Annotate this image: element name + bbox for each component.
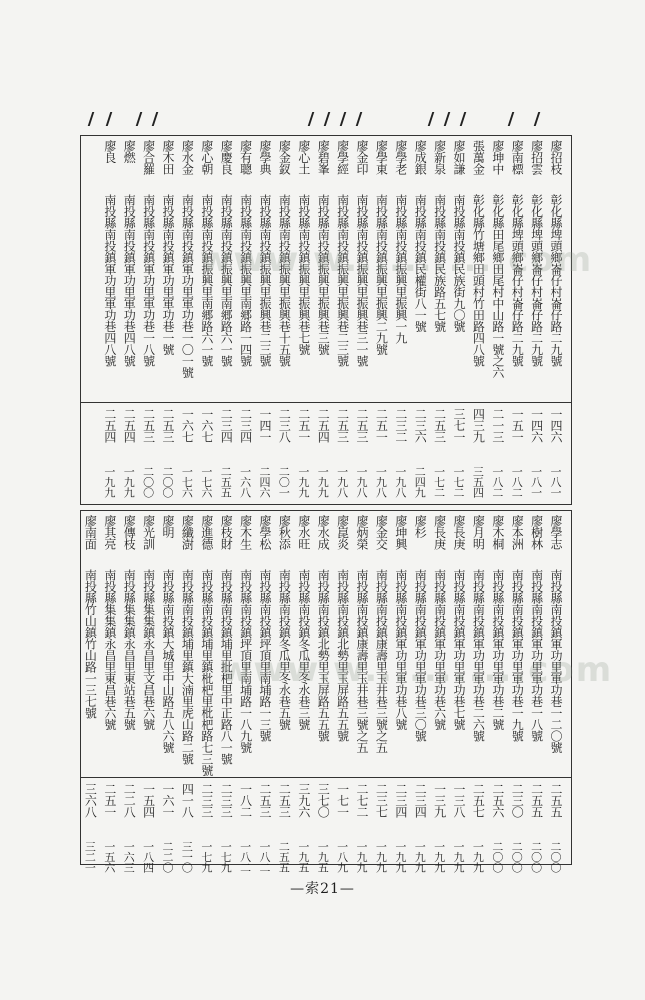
table-row [410, 511, 429, 873]
index-number: 二五三 [335, 408, 350, 443]
address: 彰化縣埤頭鄉崙仔村崙仔路二九號 [510, 194, 525, 367]
page-number-ref: 一七二 [432, 466, 446, 498]
index-number: 一五一 [510, 408, 525, 443]
person-name: 廖月明 [471, 515, 486, 550]
person-name: 廖心土 [296, 140, 311, 175]
person-name: 廖水成 [316, 515, 331, 550]
table-row [468, 136, 487, 504]
address: 南投縣南投鎮埔里批杷里中正路八一號 [219, 569, 234, 765]
table-row [410, 136, 429, 504]
table-row [119, 136, 138, 504]
table-row [197, 136, 216, 504]
person-name: 廖新泉 [432, 140, 447, 175]
address: 南投縣南投鎮冬瓜里冬水巷五號 [277, 569, 292, 730]
address: 南投縣南投鎮軍功里軍功巷八號 [393, 569, 408, 730]
person-name: 廖心朝 [199, 140, 214, 175]
page-number-ref: 一七九 [219, 841, 233, 873]
table-row [139, 511, 158, 873]
index-number: 一六七 [199, 408, 214, 443]
index-number: 一六七 [180, 408, 195, 443]
person-name: 廖金釵 [277, 140, 292, 175]
address: 南投縣南投鎮大城里中山路五八六號 [161, 569, 175, 753]
tick-mark [340, 112, 347, 126]
address: 南投縣南投鎮軍功里軍功巷七號 [452, 569, 466, 730]
index-number: 二五三 [277, 783, 292, 818]
person-name: 廖南標 [510, 140, 525, 175]
index-number: 二五三 [432, 408, 447, 443]
person-name: 廖金印 [355, 140, 369, 175]
page-number-ref: 二五五 [219, 466, 233, 498]
tick-mark [460, 112, 467, 126]
page-number-ref: 二〇〇 [510, 841, 524, 873]
tick-mark [534, 112, 541, 126]
page-number-ref: 一九八 [335, 466, 349, 498]
table-row [255, 136, 274, 504]
person-name: 廖招雲 [529, 140, 544, 175]
index-number: 三七一 [452, 408, 466, 443]
table-row [391, 511, 410, 873]
person-name: 廖招枝 [549, 140, 563, 175]
page-number-ref: 三五四 [471, 466, 485, 498]
page-number-ref: 一七二 [452, 466, 465, 498]
table-row [313, 136, 332, 504]
index-number: 一七一 [335, 783, 350, 818]
table-row [546, 136, 565, 504]
table-row [177, 136, 196, 504]
tick-marks [90, 112, 560, 132]
table-row [449, 136, 468, 504]
page-number-ref: 一八二 [258, 841, 271, 873]
page-number-ref: 一九九 [102, 466, 116, 498]
table-row [333, 511, 352, 873]
tick-mark [152, 112, 159, 126]
table-row [488, 511, 507, 873]
person-name: 廖有聰 [238, 140, 253, 175]
table-row [507, 136, 526, 504]
person-name: 廖南面 [83, 515, 98, 550]
table-row [197, 511, 216, 873]
page-number-ref: 一九九 [122, 466, 136, 498]
page-number-ref: 一九九 [413, 841, 427, 873]
person-name: 廖學老 [393, 140, 408, 175]
page-number-ref: 二五五 [277, 841, 291, 873]
table-row [216, 136, 235, 504]
address: 南投縣南投鎮振興里振興巷十五號 [277, 194, 292, 367]
watermark: www.w...........com [220, 650, 614, 690]
page-number-ref: 一九九 [471, 841, 485, 873]
address: 南投縣南投鎮振興里振興一九 [393, 194, 408, 344]
index-number: 二三四 [219, 408, 234, 443]
index-number: 四一八 [180, 783, 195, 818]
person-name: 張萬金 [471, 140, 486, 175]
address: 南投縣南投鎮民族街九〇號 [452, 194, 466, 332]
page-number-ref: 一九八 [355, 466, 368, 498]
index-number: 四三九 [471, 408, 486, 443]
person-name: 廖本洲 [510, 515, 525, 550]
address: 南投縣南投鎮軍功里軍功巷一九號 [510, 569, 525, 742]
page-number-ref: 一八一 [529, 466, 543, 498]
page-number-ref: 一九八 [374, 466, 388, 498]
table-row [119, 511, 138, 873]
tick-mark [88, 112, 95, 126]
index-number: 二五四 [122, 408, 137, 443]
index-number: 二三三 [219, 783, 234, 818]
person-name: 廖炳榮 [355, 515, 369, 550]
page-number-ref: 一九八 [393, 466, 407, 498]
address: 南投縣南投鎮振興里振興巷七號 [296, 194, 311, 355]
table-row [216, 511, 235, 873]
page-number-ref: 二〇〇 [529, 841, 543, 873]
page-number-ref: 二四六 [258, 466, 271, 498]
page-number-ref: 一九九 [393, 841, 407, 873]
index-number: 三七〇 [316, 783, 331, 818]
table-row [139, 136, 158, 504]
index-number: 二一三 [490, 408, 505, 443]
table-row [294, 511, 313, 873]
address: 南投縣南投鎮振興里南郷路六一號 [219, 194, 234, 367]
page-number-ref: 二〇〇 [141, 466, 155, 498]
index-number: 一四六 [549, 408, 563, 443]
index-number: 二三四 [393, 783, 408, 818]
index-number: 一三九 [432, 783, 447, 818]
address: 彰化縣竹塘鄉田頭村竹田路四八號 [471, 194, 486, 367]
index-number: 二五三 [258, 783, 272, 818]
index-number: 二五三 [355, 408, 369, 443]
person-name: 廖木桐 [490, 515, 505, 550]
table-row [274, 136, 293, 504]
person-name: 廖碧峯 [316, 140, 331, 175]
address: 南投縣南投鎮民族路五七號 [432, 194, 447, 332]
index-number: 二三〇 [510, 783, 525, 818]
address: 南投縣南投鎮民權街八一號 [413, 194, 428, 332]
index-number: 二七二 [355, 783, 369, 818]
page-number-ref: 一九九 [355, 841, 368, 873]
page-number-ref: 一八二 [510, 466, 524, 498]
index-number: 二五四 [102, 408, 117, 443]
person-name: 廖其亮 [102, 515, 117, 550]
address: 南投縣南投鎮冬瓜里冬水巷三號 [296, 569, 311, 730]
person-name: 廖傳枝 [122, 515, 137, 550]
person-name: 廖纖澍 [180, 515, 195, 550]
address: 南投縣竹山鎮竹山路一三七號 [83, 569, 98, 719]
table-row [391, 136, 410, 504]
table-row [352, 136, 371, 504]
person-name: 廖枝財 [219, 515, 234, 550]
page-number-ref: 二〇〇 [161, 466, 174, 498]
address: 南投縣南投鎮振興里振興巷三一號 [355, 194, 369, 367]
index-number: 一八二 [238, 783, 253, 818]
address: 南投縣南投鎮振興里南郷路一四號 [238, 194, 253, 367]
index-number: 二五五 [549, 783, 563, 818]
person-name: 廖如謙 [452, 140, 466, 175]
address: 南投縣南投鎮軍功里軍功巷二六號 [471, 569, 486, 742]
index-number: 二三六 [413, 408, 428, 443]
watermark: www.w...........com [200, 240, 594, 280]
address: 南投縣南投鎮軍功里軍功巷一八號 [529, 569, 544, 742]
person-name: 廖學志 [549, 515, 563, 550]
person-name: 廖金交 [374, 515, 389, 550]
person-name: 廖燃 [122, 140, 137, 163]
tick-mark [508, 112, 515, 126]
address: 南投縣南投鎮振興里振興二九號 [374, 194, 389, 355]
table-row [177, 511, 196, 873]
table-row [294, 136, 313, 504]
index-number: 二五一 [374, 408, 389, 443]
address: 南投縣南投鎮康壽里玉井巷三號之五 [355, 569, 369, 753]
address: 南投縣南投鎮康壽里玉井巷三號之五 [374, 569, 389, 753]
table-row [430, 136, 449, 504]
table-row [255, 511, 274, 873]
page-number-ref: 三二一 [83, 841, 97, 873]
table-row [100, 136, 119, 504]
address: 彰化縣田尾鄉田尾村中山路一號之六 [490, 194, 505, 378]
index-number: 二五七 [471, 783, 486, 818]
index-number: 一四一 [258, 408, 272, 443]
address: 南投縣南投鎮軍功里軍功巷四八號 [122, 194, 137, 367]
address: 南投縣集集鎮永昌里東站巷五號 [122, 569, 137, 730]
person-name: 廖學東 [374, 140, 389, 175]
table-row [158, 136, 177, 504]
tick-mark [324, 112, 331, 126]
registry-table-2 [80, 510, 572, 873]
table-row [527, 136, 546, 504]
index-number: 一三八 [452, 783, 466, 818]
address: 南投縣集集鎮永昌里文昌巷六號 [141, 569, 156, 730]
address: 南投縣南投鎮坪頂里南埔路一八九號 [238, 569, 253, 753]
table-row [449, 511, 468, 873]
person-name: 廖秋添 [277, 515, 292, 550]
table-row [236, 136, 255, 504]
tick-mark [356, 112, 363, 126]
person-name: 廖良 [102, 140, 117, 163]
index-number: 二三三 [199, 783, 214, 818]
table-row [333, 136, 352, 504]
page-number-ref: 二二〇 [161, 841, 174, 873]
page-number-ref: 一九五 [316, 841, 330, 873]
page-number-ref: 一七九 [199, 841, 213, 873]
table-row [546, 511, 565, 873]
tick-mark [308, 112, 315, 126]
person-name: 廖進德 [199, 515, 214, 550]
page-number-ref: 一七六 [199, 466, 213, 498]
page-number-ref: 一八二 [490, 466, 504, 498]
index-number: 一五四 [141, 783, 156, 818]
person-name: 廖明 [161, 515, 175, 538]
index-number: 二五四 [316, 408, 331, 443]
index-number: 二五三 [141, 408, 156, 443]
address: 彰化縣埤頭鄉崙仔村崙仔路二九號 [529, 194, 544, 367]
table-row [158, 511, 177, 873]
address: 南投縣南投鎮振興里振興巷二三號 [258, 194, 272, 367]
address: 彰化縣埤頭鄉崙仔村崙仔路二九號 [549, 194, 563, 367]
index-number: 一四六 [529, 408, 544, 443]
registry-table-1 [80, 135, 572, 505]
person-name: 廖崑炎 [335, 515, 350, 550]
page-number-ref: 二〇〇 [490, 841, 504, 873]
index-number: 二三八 [277, 408, 292, 443]
page-number-ref: 一六八 [238, 466, 252, 498]
person-name: 廖木田 [161, 140, 175, 175]
tick-mark [428, 112, 435, 126]
person-name: 廖學典 [258, 140, 272, 175]
table-row [313, 511, 332, 873]
table-row [371, 136, 390, 504]
index-number: 三六八 [83, 783, 98, 818]
address: 南投縣南投鎮軍功里軍功巷一號 [161, 194, 175, 355]
index-number: 二三七 [374, 783, 389, 818]
page-number-ref: 二四九 [413, 466, 427, 498]
page-number-ref: 一八九 [335, 841, 349, 873]
page-number-ref: 一九九 [432, 841, 446, 873]
page-number-ref: 一八四 [141, 841, 155, 873]
person-name: 廖慶良 [219, 140, 234, 175]
table-row [80, 511, 99, 873]
page-number-ref: 一九九 [374, 841, 388, 873]
address: 南投縣南投鎮振興里南郷路六一號 [199, 194, 214, 367]
index-number: 二三四 [413, 783, 428, 818]
table-row [488, 136, 507, 504]
person-name: 廖合羅 [141, 140, 156, 175]
index-number: 三九六 [296, 783, 311, 818]
page-number-ref: 一八二 [238, 841, 252, 873]
index-number: 二五一 [102, 783, 117, 818]
table-row [100, 511, 119, 873]
table-row [371, 511, 390, 873]
address: 南投縣南投鎮埔里鎮枇杷里枇杷路七三號 [199, 569, 214, 776]
address: 南投縣南投鎮振興里振興巷三號 [316, 194, 331, 355]
address: 南投縣南投鎮坪頂里南埔路一三號 [258, 569, 272, 742]
page-number-ref: 一九九 [316, 466, 330, 498]
address: 南投縣南投鎮軍功里軍功巷一二〇號 [549, 569, 563, 753]
index-number: 二二八 [122, 783, 137, 818]
person-name: 廖水旺 [296, 515, 311, 550]
person-name: 廖長庚 [432, 515, 447, 550]
table-row [430, 511, 449, 873]
table-row [274, 511, 293, 873]
address: 南投縣南投鎮軍功里軍功巷六號 [432, 569, 447, 730]
tick-mark [106, 112, 113, 126]
person-name: 廖杉 [413, 515, 428, 538]
index-number: 二五六 [490, 783, 505, 818]
person-name: 廖坤中 [490, 140, 505, 175]
tick-mark [444, 112, 451, 126]
page-number-ref: 二〇一 [277, 466, 291, 498]
address: 南投縣南投鎮北勢里玉屏路五五號 [316, 569, 331, 742]
table-2-rows [81, 511, 571, 873]
table-row [527, 511, 546, 873]
table-1-rows [81, 136, 571, 504]
address: 南投縣南投鎮軍功里軍功巷二號 [490, 569, 505, 730]
person-name: 廖木生 [238, 515, 253, 550]
page-number-ref: 一七六 [180, 466, 194, 498]
index-number: 二五一 [296, 408, 311, 443]
table-row [507, 511, 526, 873]
person-name: 廖坤興 [393, 515, 408, 550]
person-name: 廖學松 [258, 515, 272, 550]
table-row [468, 511, 487, 873]
address: 南投縣南投鎮埔里鎮大湳里虎山路二號 [180, 569, 195, 765]
page-number: —索21— [290, 881, 355, 897]
address: 南投縣南投鎮軍功里軍功巷一八號 [141, 194, 156, 367]
page-number-ref: 一九五 [296, 841, 310, 873]
address: 南投縣南投鎮軍功里軍功巷三〇號 [413, 569, 428, 742]
page-number-ref: 一六三 [122, 841, 136, 873]
address: 南投縣南投鎮振興里振興巷二三號 [335, 194, 350, 367]
index-number: 一六一 [161, 783, 175, 818]
page-number-ref: 一八一 [549, 466, 562, 498]
table-row [352, 511, 371, 873]
address: 南投縣南投鎮軍功里軍功巷四八號 [102, 194, 117, 367]
person-name: 廖水金 [180, 140, 195, 175]
person-name: 廖光訓 [141, 515, 156, 550]
table-row [236, 511, 255, 873]
address: 南投縣南投鎮軍功里軍功巷一〇一號 [180, 194, 195, 378]
person-name: 廖學經 [335, 140, 350, 175]
tick-mark [136, 112, 143, 126]
address: 南投縣南投鎮北勢里玉屏路五五號 [335, 569, 350, 742]
page-number-ref: 一九九 [296, 466, 310, 498]
index-number: 二五三 [161, 408, 175, 443]
page-number-ref: 三一〇 [180, 841, 194, 873]
index-number: 二三四 [238, 408, 253, 443]
index-number: 二三二 [393, 408, 408, 443]
person-name: 廖樹林 [529, 515, 544, 550]
address: 南投縣集集鎮永昌里東昌巷六號 [102, 569, 117, 730]
page-number-ref: 二〇〇 [549, 841, 562, 873]
index-number: 二五五 [529, 783, 544, 818]
page-number-ref: 一五六 [102, 841, 116, 873]
person-name: 廖長庚 [452, 515, 466, 550]
page-number-ref: 一九九 [452, 841, 465, 873]
person-name: 廖成銀 [413, 140, 428, 175]
